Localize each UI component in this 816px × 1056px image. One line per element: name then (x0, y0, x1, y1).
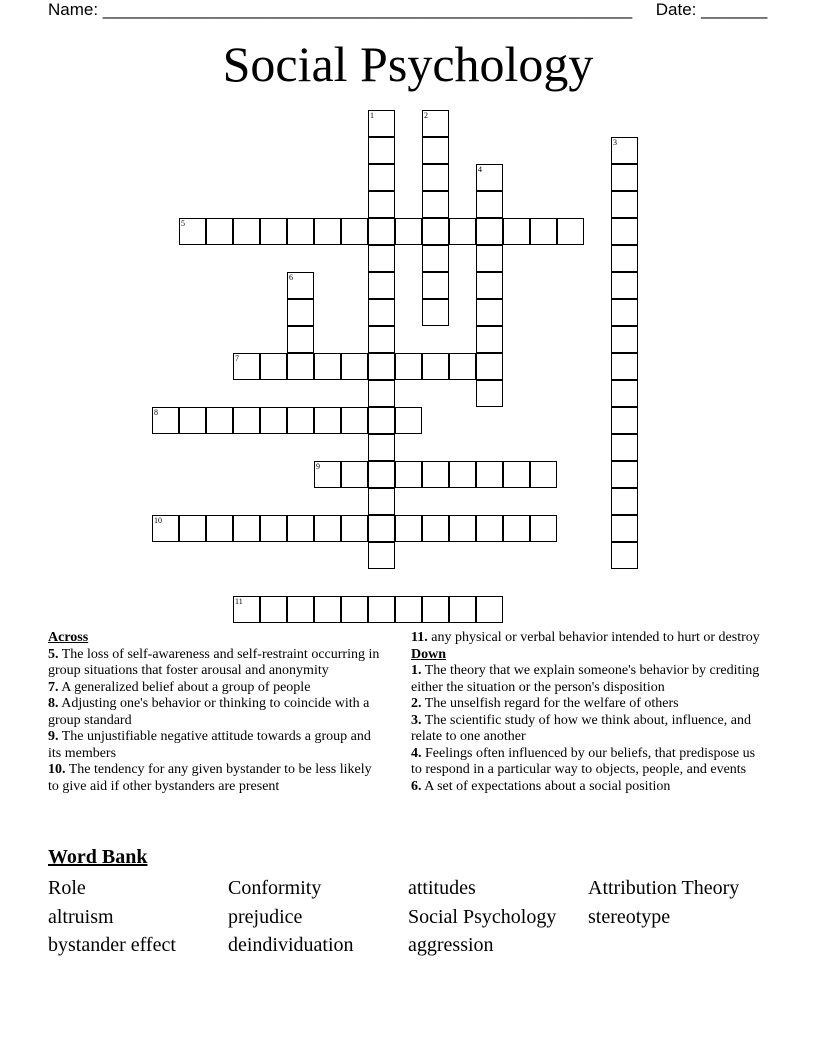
crossword-cell[interactable] (503, 218, 530, 245)
word-bank-item: aggression (408, 934, 494, 956)
crossword-cell[interactable] (611, 272, 638, 299)
crossword-cell[interactable] (476, 515, 503, 542)
crossword-cell[interactable] (611, 542, 638, 569)
down-clue (411, 713, 766, 746)
crossword-cell[interactable] (368, 137, 395, 164)
clue-text: Feelings often influenced by our beliefs, that predispose us to respond in a particular way to objects, people, and events (411, 745, 756, 777)
crossword-cell[interactable] (422, 515, 449, 542)
crossword-cell[interactable] (422, 110, 449, 137)
crossword-cell[interactable] (287, 272, 314, 299)
clue-number-label: 5. (48, 646, 59, 662)
clue-number-label: 11. (411, 630, 428, 645)
crossword-cell[interactable] (287, 218, 314, 245)
clue-text: The unjustifiable negative attitude towards a group and its members (48, 729, 371, 761)
across-clue (48, 729, 384, 762)
crossword-cell[interactable] (233, 596, 260, 623)
clue-text: The theory that we explain someone's behavior by crediting either the situation or the person's disposition (411, 663, 760, 695)
crossword-cell[interactable] (449, 218, 476, 245)
crossword-cell[interactable] (449, 515, 476, 542)
crossword-cell[interactable] (611, 245, 638, 272)
crossword-cell[interactable] (368, 380, 395, 407)
clue-number-label: 10. (48, 762, 66, 777)
across-clue (411, 630, 766, 647)
clue-text: The scientific study of how we think about, influence, and relate to one another (411, 712, 751, 744)
down-clue (411, 696, 766, 713)
crossword-cell[interactable] (611, 164, 638, 191)
crossword-cell[interactable] (611, 461, 638, 488)
crossword-cell[interactable] (152, 407, 179, 434)
crossword-cell[interactable] (368, 353, 395, 380)
crossword-cell[interactable] (341, 461, 368, 488)
crossword-cell[interactable] (476, 299, 503, 326)
down-heading: Down (411, 646, 447, 662)
clue-number-label: 8. (48, 696, 59, 711)
crossword-cell[interactable] (476, 218, 503, 245)
crossword-cell[interactable] (422, 299, 449, 326)
crossword-cell[interactable] (395, 407, 422, 434)
crossword-cell[interactable] (611, 515, 638, 542)
crossword-cell[interactable] (341, 407, 368, 434)
clue-text: The unselfish regard for the welfare of others (421, 696, 679, 711)
word-bank-item: altruism (48, 905, 114, 928)
clue-number-label: 3. (411, 712, 422, 728)
crossword-cell[interactable] (422, 191, 449, 218)
crossword-cell[interactable] (449, 461, 476, 488)
word-bank-item: deindividuation (228, 934, 354, 956)
crossword-cell[interactable] (611, 326, 638, 353)
clue-number: 2 (424, 111, 428, 120)
crossword-cell[interactable] (287, 515, 314, 542)
crossword-cell[interactable] (233, 407, 260, 434)
crossword-cell[interactable] (476, 380, 503, 407)
word-bank-item: bystander effect (48, 934, 176, 956)
crossword-cell[interactable] (422, 164, 449, 191)
crossword-cell[interactable] (341, 596, 368, 623)
crossword-cell[interactable] (422, 245, 449, 272)
crossword-cell[interactable] (314, 218, 341, 245)
crossword-cell[interactable] (233, 353, 260, 380)
crossword-cell[interactable] (260, 515, 287, 542)
crossword-cell[interactable] (368, 272, 395, 299)
crossword-cell[interactable] (476, 326, 503, 353)
down-clue (411, 663, 766, 696)
crossword-cell[interactable] (611, 407, 638, 434)
crossword-cell[interactable] (206, 515, 233, 542)
crossword-cell[interactable] (287, 326, 314, 353)
clue-number: 4 (478, 165, 482, 174)
crossword-cell[interactable] (152, 515, 179, 542)
crossword-cell[interactable] (206, 407, 233, 434)
clue-number: 11 (235, 597, 243, 606)
across-clue (48, 680, 384, 697)
crossword-cell[interactable] (260, 353, 287, 380)
crossword-cell[interactable] (611, 434, 638, 461)
crossword-cell[interactable] (368, 434, 395, 461)
crossword-cell[interactable] (422, 596, 449, 623)
crossword-cell[interactable] (368, 542, 395, 569)
crossword-cell[interactable] (368, 218, 395, 245)
crossword-cell[interactable] (341, 218, 368, 245)
clue-number-label: 1. (411, 663, 422, 678)
crossword-cell[interactable] (449, 353, 476, 380)
crossword-cell[interactable] (368, 488, 395, 515)
crossword-cell[interactable] (179, 407, 206, 434)
crossword-cell[interactable] (395, 515, 422, 542)
clue-number: 8 (154, 408, 158, 417)
crossword-cell[interactable] (476, 353, 503, 380)
word-bank-item: Conformity (228, 877, 322, 899)
crossword-cell[interactable] (395, 353, 422, 380)
clue-text: any physical or verbal behavior intended to hurt or destroy (427, 630, 760, 645)
word-bank-item: stereotype (588, 905, 671, 928)
name-field-label[interactable]: Name: ________________________________________________________ (48, 0, 633, 19)
down-clue (411, 779, 766, 796)
word-bank-item: Attribution Theory (588, 877, 740, 899)
crossword-cell[interactable] (422, 272, 449, 299)
crossword-cell[interactable] (368, 461, 395, 488)
date-field-label[interactable]: Date: _______ (655, 0, 768, 19)
crossword-cell[interactable] (233, 218, 260, 245)
clue-text: A set of expectations about a social position (421, 778, 671, 794)
crossword-cell[interactable] (395, 596, 422, 623)
crossword-cell[interactable] (476, 191, 503, 218)
crossword-cell[interactable] (314, 596, 341, 623)
crossword-cell[interactable] (233, 515, 260, 542)
down-clues (411, 630, 766, 795)
crossword-cell[interactable] (449, 596, 476, 623)
crossword-cell[interactable] (368, 515, 395, 542)
across-clue (48, 647, 384, 680)
clue-number: 10 (154, 516, 162, 525)
crossword-cell[interactable] (260, 407, 287, 434)
crossword-cell[interactable] (368, 164, 395, 191)
crossword-cell[interactable] (611, 353, 638, 380)
crossword-cell[interactable] (611, 137, 638, 164)
crossword-cell[interactable] (368, 245, 395, 272)
crossword-cell[interactable] (206, 218, 233, 245)
clue-number-label: 7. (48, 679, 59, 695)
crossword-cell[interactable] (368, 191, 395, 218)
crossword-cell[interactable] (314, 353, 341, 380)
page-title: Social Psychology (222, 36, 594, 92)
crossword-cell[interactable] (368, 326, 395, 353)
crossword-cell[interactable] (368, 596, 395, 623)
crossword-cell[interactable] (422, 137, 449, 164)
word-bank-item: attitudes (408, 877, 476, 899)
crossword-cell[interactable] (287, 407, 314, 434)
crossword-cell[interactable] (476, 461, 503, 488)
word-bank-title: Word Bank (48, 846, 148, 868)
clue-text: A generalized belief about a group of people (58, 679, 311, 695)
crossword-cell[interactable] (179, 218, 206, 245)
crossword-cell[interactable] (287, 596, 314, 623)
across-clue (48, 696, 384, 729)
crossword-cell[interactable] (422, 218, 449, 245)
clue-number: 9 (316, 462, 320, 471)
crossword-cell[interactable] (476, 596, 503, 623)
crossword-cell[interactable] (368, 110, 395, 137)
clue-number-label: 9. (48, 729, 59, 744)
word-bank-item: Role (48, 877, 86, 899)
down-clue (411, 746, 766, 779)
crossword-cell[interactable] (476, 164, 503, 191)
clue-number: 1 (370, 111, 374, 120)
crossword-cell[interactable] (395, 461, 422, 488)
crossword-cell[interactable] (503, 515, 530, 542)
crossword-cell[interactable] (368, 299, 395, 326)
crossword-cell[interactable] (314, 407, 341, 434)
crossword-cell[interactable] (503, 461, 530, 488)
crossword-cell[interactable] (368, 407, 395, 434)
crossword-cell[interactable] (314, 461, 341, 488)
clue-number: 5 (181, 219, 185, 228)
crossword-cell[interactable] (476, 272, 503, 299)
crossword-cell[interactable] (530, 515, 557, 542)
crossword-cell[interactable] (422, 461, 449, 488)
clue-number-label: 6. (411, 778, 422, 794)
clue-number-label: 4. (411, 745, 422, 761)
crossword-cell[interactable] (611, 191, 638, 218)
crossword-cell[interactable] (287, 353, 314, 380)
clue-text: The loss of self-awareness and self-restraint occurring in group situations that foster arousal and anonymity (48, 646, 380, 678)
crossword-cell[interactable] (260, 218, 287, 245)
crossword-cell[interactable] (557, 218, 584, 245)
crossword-cell[interactable] (611, 299, 638, 326)
crossword-cell[interactable] (611, 488, 638, 515)
crossword-cell[interactable] (476, 245, 503, 272)
crossword-cell[interactable] (179, 515, 206, 542)
clue-number: 6 (289, 273, 293, 282)
clue-text: Adjusting one's behavior or thinking to coincide with a group standard (48, 696, 370, 728)
crossword-cell[interactable] (287, 299, 314, 326)
crossword-cell[interactable] (611, 218, 638, 245)
crossword-cell[interactable] (314, 515, 341, 542)
crossword-cell[interactable] (395, 218, 422, 245)
clue-text: The tendency for any given bystander to be less likely to give aid if other bystanders are present (48, 762, 372, 794)
word-bank-item: prejudice (228, 905, 303, 928)
crossword-cell[interactable] (611, 380, 638, 407)
clue-number-label: 2. (411, 696, 422, 711)
across-clues (48, 630, 384, 795)
crossword-cell[interactable] (530, 218, 557, 245)
crossword-cell[interactable] (260, 596, 287, 623)
clue-number: 7 (235, 354, 239, 363)
crossword-cell[interactable] (341, 515, 368, 542)
crossword-cell[interactable] (341, 353, 368, 380)
crossword-cell[interactable] (530, 461, 557, 488)
clue-number: 3 (613, 138, 617, 147)
word-bank-item: Social Psychology (408, 905, 557, 928)
across-heading: Across (48, 630, 89, 645)
crossword-cell[interactable] (422, 353, 449, 380)
across-clue (48, 762, 384, 795)
